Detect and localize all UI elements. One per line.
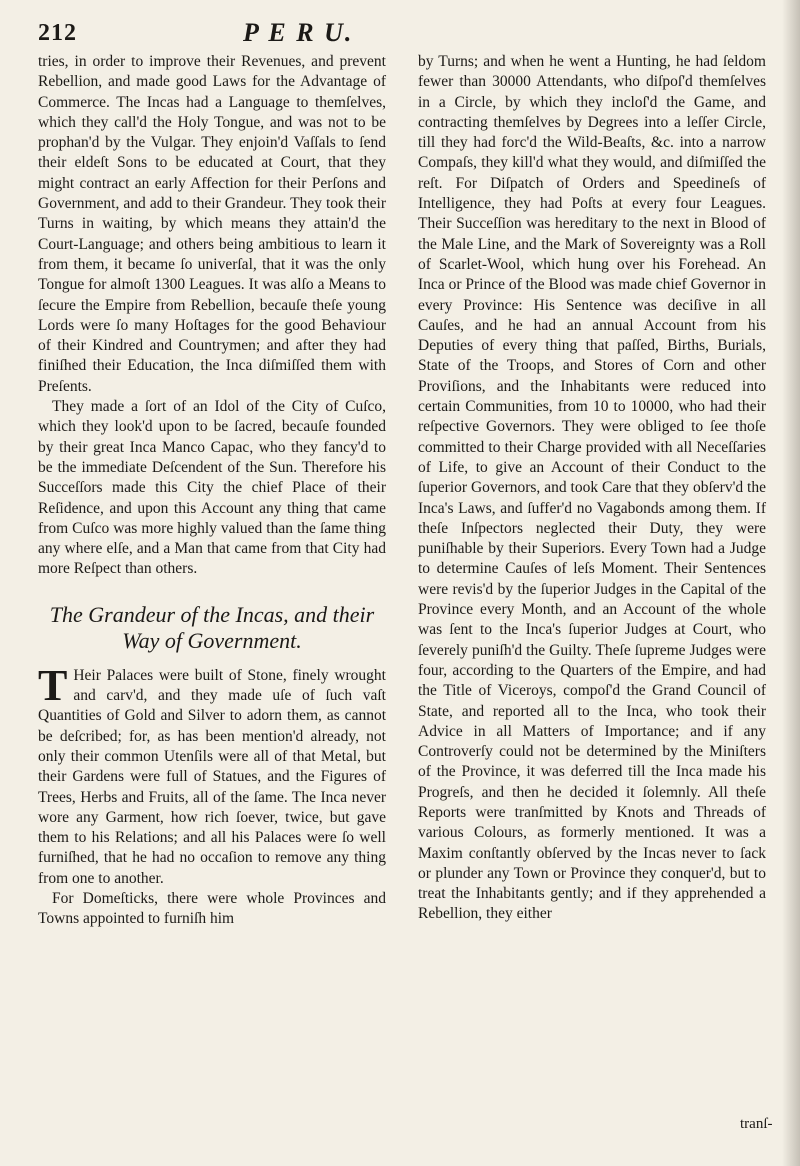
left-paragraph-4: For Domeſticks, there were whole Provinces and Towns appointed to furniſh him bbox=[38, 889, 386, 928]
drop-cap: T bbox=[38, 660, 68, 710]
left-paragraph-3-text: Heir Palaces were built of Stone, finely wrought and carv'd, and they made uſe of ſuch vaſt Quantities of Gold and Silver to adorn them, as cannot be deſcribed; for, as has been mention'd already, not only their common Utenſils were all of that Metal, but their Gardens were full of Statues, and the Figures of Trees, Herbs and Fruits, all of the ſame. The Inca never wore any Garment, how rich ſoever, twice, but gave them to his Relations; and all his Palaces were ſo well furniſhed, that he had no occaſion to remove any thing from one to another. bbox=[38, 666, 386, 887]
left-column bbox=[38, 52, 386, 930]
right-paragraph-1: by Turns; and when he went a Hunting, he had ſeldom fewer than 30000 Attendants, who diſpoſ'd themſelves in a Circle, by which they incloſ'd the Game, and contracting themſelves by Degrees into a leſſer Circle, till they had forc'd the Wild-Beaſts, &c. into a narrow Compaſs, they kill'd what they would, and diſmiſſed the reſt. For Diſpatch of Orders and Speedineſs of Intelligence, they had Poſts at every four Leagues. Their Succeſſion was hereditary to the next in Blood of the Male Line, and the Mark of Sovereignty was a Roll of Scarlet-Wool, which hung over his Forehead. An Inca or Prince of the Blood was made chief Governor in every Province: His Sentence was deciſive in all Cauſes, and he had an annual Account from his Deputies of every thing that paſſed, Births, Burials, State of the Troops, and Stores of Corn and other Proviſions, and the Inhabitants were reduced into certain Communities, from 10 to 10000, who had their reſpective Governors. They were obliged to ſee thoſe committed to their Charge provided with all Neceſſaries of Life, to give an Account of their Conduct to the ſuperior Governors, and took Care that they obſerv'd the Inca's Laws, and ſuffer'd no Vagabonds among them. If theſe Inſpectors neglected their Duty, they were puniſhable by their Superiors. Every Town had a Judge to determine Cauſes of leſs Moment. Their Sentences were revis'd by the ſuperior Judges in the Capital of the Province every Month, and an Account of the whole was ſent to the Inca's ſuperior Judges at Court, who ſeverely puniſh'd the Guilty. Theſe ſupreme Judges were four, according to the Quarters of the Empire, and had the Title of Viceroys, compoſ'd the Grand Council of State, and reported all to the Inca, who took their Advice in all Matters of Importance; and if any Controverſy could not be determined by the Miniſters of the Province, it was deferred till the Inca made his Progreſs, and then he decided it ſolemnly. All theſe Reports were tranſmitted by Knots and Threads of various Colours, as formerly mentioned. It was a Maxim conſtantly obſerved by the Incas never to ſack or plunder any Town or Province they conquer'd, but to treat the Inhabitants gently; and if they apprehended a Rebellion, they either bbox=[418, 53, 766, 923]
section-heading: The Grandeur of the Incas, and their Way of Government. bbox=[49, 601, 375, 653]
page-edge-shadow bbox=[782, 0, 800, 1166]
running-head: P E R U. bbox=[243, 18, 354, 47]
left-paragraph-2: They made a ſort of an Idol of the City of Cuſco, which they look'd upon to be ſacred, becauſe founded by their great Inca Manco Capac, who they fancy'd to be the immediate Deſcendent of the Sun. Therefore his Succeſſors made this City the chief Place of their Reſidence, and upon this Account any thing that came from Cuſco was more highly valued than the ſame thing any where elſe, and a Man that came from that City had more Reſpect than others. bbox=[38, 398, 386, 578]
left-paragraph-3 bbox=[38, 660, 386, 889]
page-number: 212 bbox=[38, 20, 77, 46]
page-header bbox=[38, 12, 768, 46]
left-paragraph-1: tries, in order to improve their Revenues, and prevent Rebellion, and made good Laws for the Advantage of Commerce. The Incas had a Language to themſelves, which they call'd the Holy Tongue, and was not to be prophan'd by the Vulgar. They enjoin'd Vaſſals to ſend their eldeſt Sons to be educated at Court, that they might contract an early Affection for their Perſons and Government, and add to their Grandeur. They took their Turns in waiting, by which means they attain'd the Court-Language; and others being ambitious to learn it from them, it became ſo univerſal, that it was the only Tongue for almoſt 1300 Leagues. It was alſo a Means to ſecure the Empire from Rebellion, becauſe theſe young Lords were ſo many Hoſtages for the good Behaviour of their Kindred and Countrymen; and after they had finiſhed their Education, the Inca diſmiſſed them with Preſents. bbox=[38, 53, 386, 395]
catchword: tranſ- bbox=[740, 1116, 773, 1132]
right-column bbox=[418, 52, 766, 925]
